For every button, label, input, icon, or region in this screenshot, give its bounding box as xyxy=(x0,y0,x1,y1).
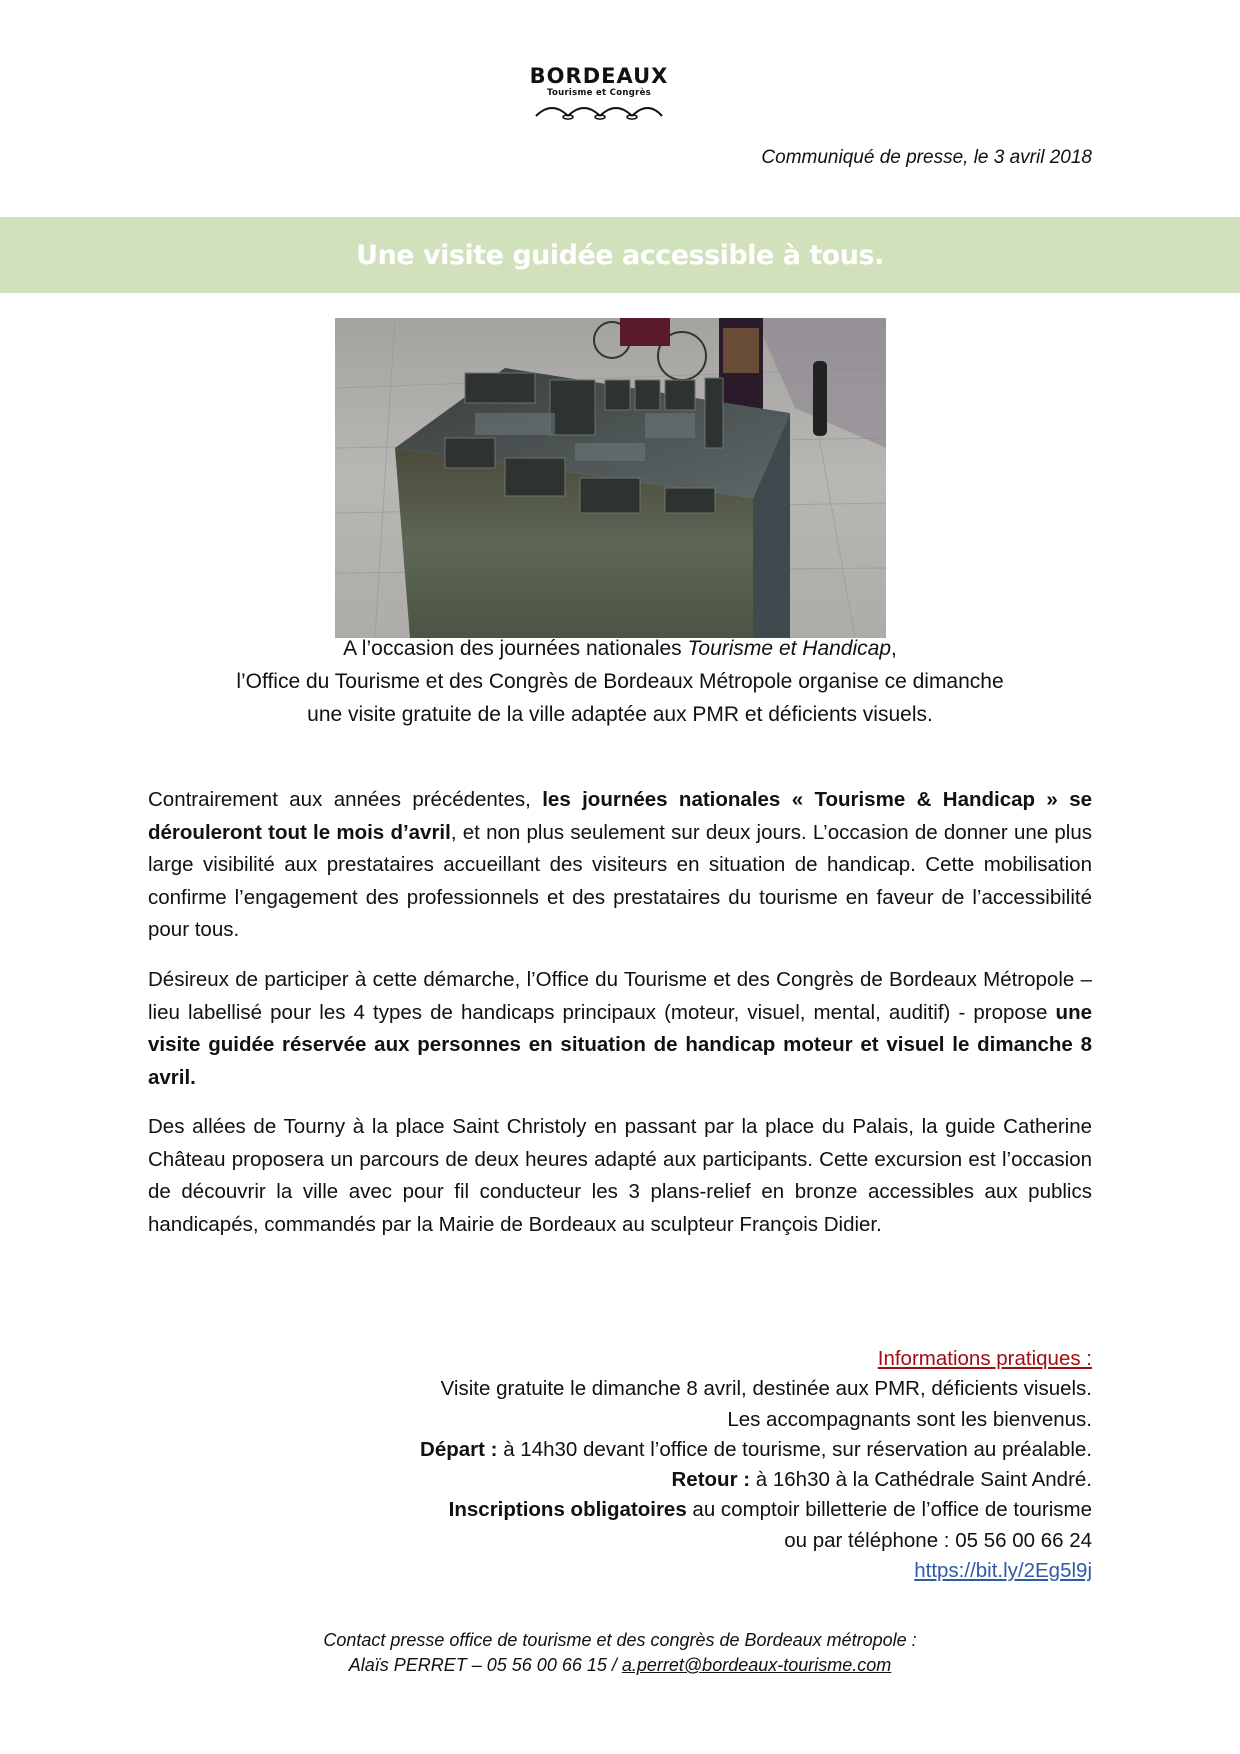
paragraph-3 xyxy=(148,1111,1092,1241)
return-text: à 16h30 à la Cathédrale Saint André. xyxy=(750,1468,1092,1492)
info-line-registration xyxy=(292,1495,1092,1525)
paragraph-1 xyxy=(148,784,1092,947)
paragraph-2 xyxy=(148,964,1092,1094)
intro-line-3: une visite gratuite de la ville adaptée aux PMR et déficients visuels. xyxy=(307,703,933,726)
registration-text: au comptoir billetterie de l’office de tourisme xyxy=(686,1498,1092,1522)
p1-text-start: Contrairement aux années précédentes, xyxy=(148,788,543,811)
intro-summary xyxy=(148,632,1092,731)
info-line-departure xyxy=(292,1435,1092,1465)
press-contact xyxy=(148,1628,1092,1678)
intro-line-2: l’Office du Tourisme et des Congrès de Bordeaux Métropole organise ce dimanche xyxy=(236,670,1004,693)
return-label: Retour : xyxy=(671,1468,751,1492)
press-contact-line-2 xyxy=(148,1653,1092,1678)
departure-label: Départ : xyxy=(420,1437,498,1461)
press-contact-line-1: Contact presse office de tourisme et des congrès de Bordeaux métropole : xyxy=(323,1630,917,1650)
press-contact-email-link[interactable]: a.perret@bordeaux-tourisme.com xyxy=(621,1655,892,1675)
info-line-visit: Visite gratuite le dimanche 8 avril, destinée aux PMR, déficients visuels. xyxy=(440,1377,1092,1401)
booking-link[interactable]: https://bit.ly/2Eg5l9j xyxy=(914,1559,1092,1583)
p1-text-end: , et non plus seulement sur deux jours. L’occasion de donner une plus large visibilité aux prestataires accueillant des visiteurs en situation de handicap. Cette mobilisation confirme l’engagement des professionnels et des prestataires du tourisme en faveur de l’accessibilité pour tous. xyxy=(148,820,1092,942)
practical-info xyxy=(292,1344,1092,1586)
bordeaux-tourisme-logo xyxy=(520,64,678,128)
p3-text: Des allées de Tourny à la place Saint Christoly en passant par la place du Palais, la guide Catherine Château proposera un parcours de deux heures adapté aux participants. Cette excursion est l’occasion de découvrir la ville avec pour fil conducteur les 3 plans-relief en bronze accessibles aux publics handicapés, commandés par la Mairie de Bordeaux au sculpteur François Didier. xyxy=(148,1115,1092,1236)
departure-text: à 14h30 devant l’office de tourisme, sur réservation au préalable. xyxy=(497,1437,1092,1461)
info-line-return xyxy=(292,1465,1092,1495)
p2-text-start: Désireux de participer à cette démarche, l’Office du Tourisme et des Congrès de Bordeaux Métropole – lieu labellisé pour les 4 types de handicaps principaux (moteur, visuel, mental, auditif) - propose xyxy=(148,968,1092,1024)
p2-highlight: une visite guidée réservée aux personnes en situation de handicap moteur et visuel le dimanche 8 avril. xyxy=(148,1000,1092,1089)
practical-info-heading: Informations pratiques : xyxy=(877,1347,1092,1370)
intro-line-1-text: A l’occasion des journées nationales xyxy=(343,637,688,660)
p1-highlight: les journées nationales « Tourisme & Handicap » se dérouleront tout le mois d’avril xyxy=(148,788,1092,844)
intro-line-1-suffix: , xyxy=(891,637,897,660)
registration-label: Inscriptions obligatoires xyxy=(448,1498,687,1522)
intro-line-1 xyxy=(148,632,1092,665)
title-band xyxy=(0,217,1240,293)
bridge-arches-icon xyxy=(534,102,664,120)
press-release-date: Communiqué de presse, le 3 avril 2018 xyxy=(761,147,1092,168)
info-line-companions: Les accompagnants sont les bienvenus. xyxy=(727,1407,1092,1431)
logo-title: BORDEAUX xyxy=(529,64,669,88)
page-title: Une visite guidée accessible à tous. xyxy=(356,239,884,271)
event-name: Tourisme et Handicap xyxy=(687,637,892,660)
logo-subtitle: Tourisme et Congrès xyxy=(546,88,652,98)
info-line-phone: ou par téléphone : 05 56 00 66 24 xyxy=(784,1528,1092,1552)
photo-illustration xyxy=(335,318,886,638)
press-contact-name-phone: Alaïs PERRET – 05 56 00 66 15 / xyxy=(348,1655,622,1675)
relief-map-photo xyxy=(335,318,886,638)
